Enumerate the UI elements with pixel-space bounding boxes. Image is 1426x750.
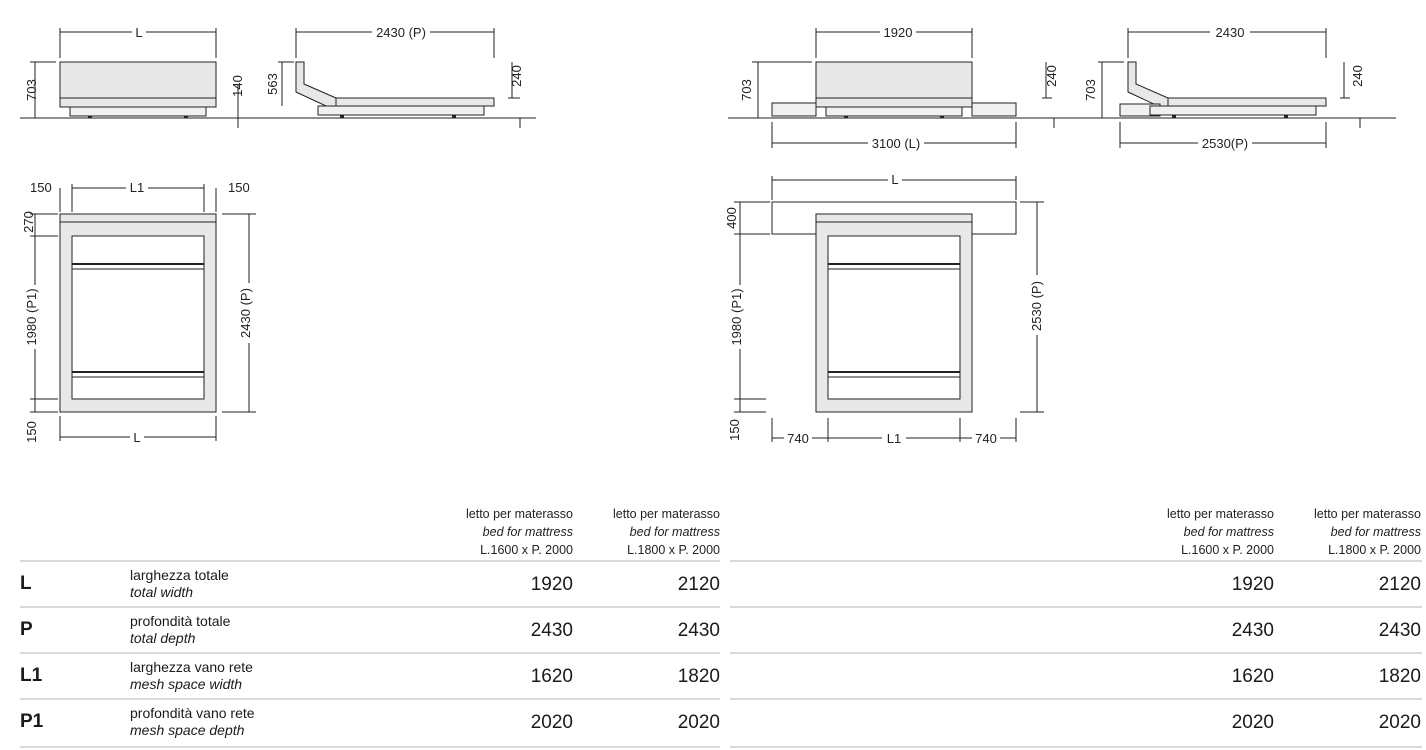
dim-label-240-left: 240 xyxy=(509,65,524,87)
dim-label-740-right: 740 xyxy=(975,431,997,446)
front-elevation-right xyxy=(728,28,1062,148)
table-row: 2020 2020 xyxy=(730,698,1422,748)
front-elevation-left xyxy=(20,28,245,128)
side-elevation-left xyxy=(245,28,536,128)
dim-label-140: 140 xyxy=(230,75,245,97)
plan-view-right xyxy=(734,176,1044,442)
dim-label-150-top-left: 150 xyxy=(30,180,52,195)
side-elevation-right xyxy=(1062,28,1396,148)
dim-label-400: 400 xyxy=(724,207,739,229)
dim-label-270: 270 xyxy=(21,211,36,233)
dim-label-L1-left: L1 xyxy=(129,180,145,195)
column-header-1600-right: letto per materasso bed for mattress L.1600 x P. 2000 xyxy=(1167,507,1274,557)
table-row: L1 larghezza vano rete mesh space width 1620 1820 xyxy=(20,652,720,700)
table-row: 1620 1820 xyxy=(730,652,1422,700)
dim-label-240-mid: 240 xyxy=(1044,65,1059,87)
dim-label-L-right-plan: L xyxy=(891,172,899,187)
dim-label-2430p-left: 2430 (P) xyxy=(238,288,253,338)
dim-label-150-top-right: 150 xyxy=(228,180,250,195)
dim-label-563: 563 xyxy=(265,73,280,95)
dim-label-2430p-top: 2430 (P) xyxy=(376,25,426,40)
dim-label-740-left: 740 xyxy=(787,431,809,446)
dimensions-table-right xyxy=(730,500,1422,750)
dim-label-703-right: 703 xyxy=(739,79,754,101)
dim-label-150-right-plan: 150 xyxy=(727,419,742,441)
dimensions-table-left xyxy=(20,500,720,750)
dim-label-L-bottom: L xyxy=(133,430,141,445)
column-header-1800-right: letto per materasso bed for mattress L.1800 x P. 2000 xyxy=(1314,507,1421,557)
table-row: P1 profondità vano rete mesh space depth 2020 2020 xyxy=(20,698,720,748)
dim-label-1920-top: 1920 xyxy=(883,25,913,40)
column-header-1600: letto per materasso bed for mattress L.1600 x P. 2000 xyxy=(466,507,573,557)
plan-view-left xyxy=(30,184,256,441)
dim-label-2530p: 2530 (P) xyxy=(1029,281,1044,331)
table-row: 2430 2430 xyxy=(730,606,1422,654)
dim-label-2530p-bottom: 2530(P) xyxy=(1201,136,1249,151)
dim-label-1980p1-right: 1980 (P1) xyxy=(729,288,744,346)
dim-label-1980p1-left: 1980 (P1) xyxy=(24,288,39,346)
dim-label-2430-top-right: 2430 xyxy=(1215,25,1245,40)
dim-label-L-top: L xyxy=(135,25,143,40)
dim-label-L1-right: L1 xyxy=(886,431,902,446)
dim-label-703-side-right: 703 xyxy=(1083,79,1098,101)
dim-label-703-left: 703 xyxy=(24,79,39,101)
dim-label-240-right: 240 xyxy=(1350,65,1365,87)
dim-label-150-bottom-left: 150 xyxy=(24,421,39,443)
table-row: P profondità totale total depth 2430 2430 xyxy=(20,606,720,654)
dim-label-3100l: 3100 (L) xyxy=(871,136,921,151)
table-row: 1920 2120 xyxy=(730,560,1422,608)
column-header-1800: letto per materasso bed for mattress L.1800 x P. 2000 xyxy=(613,507,720,557)
table-row: L larghezza totale total width 1920 2120 xyxy=(20,560,720,608)
